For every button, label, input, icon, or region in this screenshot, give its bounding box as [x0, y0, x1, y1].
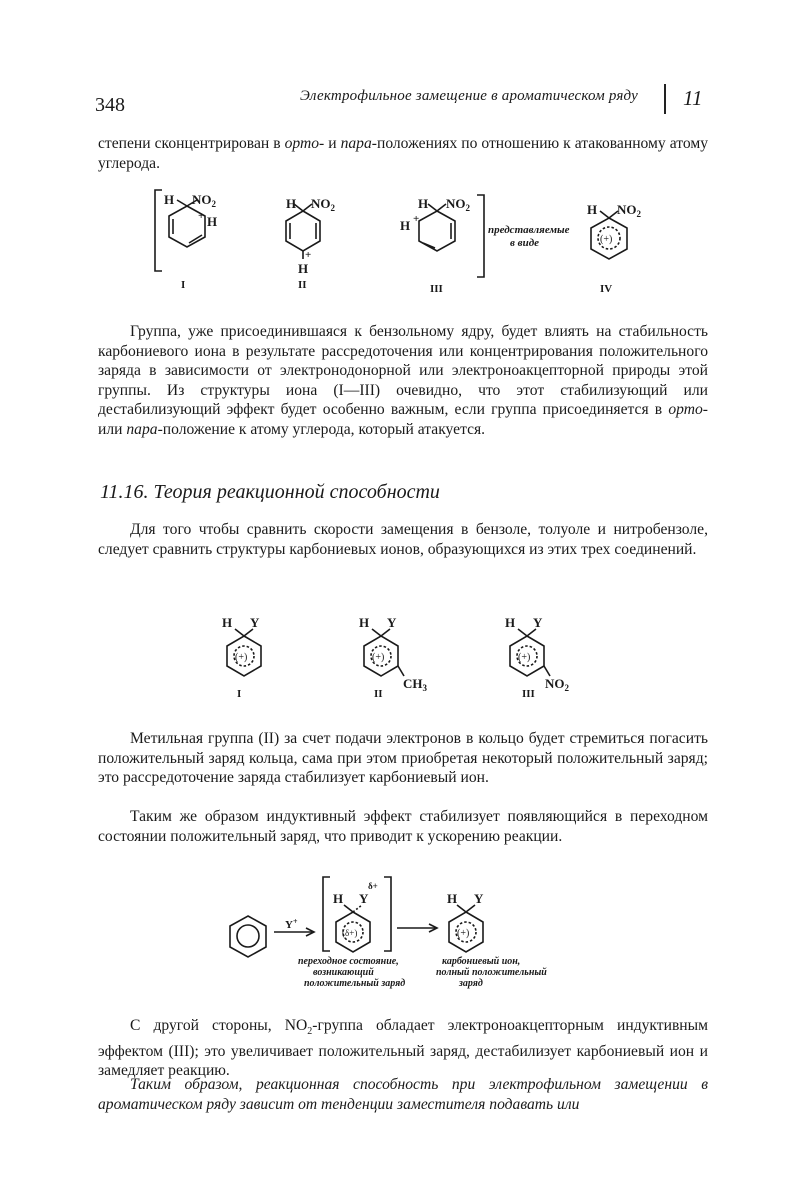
delta-plus: δ+ [368, 881, 378, 891]
atom-y: Y [533, 615, 543, 630]
atom-y: Y [474, 891, 484, 906]
charge-plus: + [198, 210, 205, 222]
atom-h: H [505, 615, 516, 630]
page-number: 348 [95, 94, 125, 116]
bracket-right [477, 195, 484, 277]
atom-h: H [418, 196, 429, 211]
in-form-label: в виде [510, 237, 540, 249]
represented-as-label: представляемые [488, 224, 570, 236]
atom-h: H [587, 202, 598, 217]
paragraph-7: Таким образом, реакционная способность при электрофильном замещении в ароматическом ряду зависит от тенденции заместителя подавать или [98, 1076, 708, 1113]
structure-label: IV [600, 283, 613, 295]
atom-y: Y [250, 615, 260, 630]
ts-caption-line: положительный заряд [304, 978, 406, 989]
bracket-right [384, 877, 391, 951]
atom-h: H [359, 615, 370, 630]
charge-plus: + [413, 213, 420, 225]
section-heading: 11.16. Теория реакционной способности [100, 481, 440, 503]
ion-caption-line: заряд [459, 978, 483, 989]
atom-no2: $NO_2$ [311, 196, 335, 213]
atom-y: Y [387, 615, 397, 630]
bracket-left [323, 877, 330, 951]
structure-label: I [181, 279, 186, 291]
ring-charge: (δ+) [342, 928, 358, 938]
ring-charge: (+) [235, 652, 248, 663]
ts-caption-line: переходное состояние, [298, 956, 399, 967]
charge-plus: + [305, 249, 312, 261]
structure-label: II [374, 688, 383, 700]
ts-caption-line: возникающий [313, 967, 374, 978]
atom-h: H [286, 196, 297, 211]
paragraph-1: степени сконцентрирован в орто- и пара-положениях по отношению к атакованному атому углерода. [98, 135, 708, 172]
atom-h: H [222, 615, 233, 630]
atom-h: H [164, 192, 175, 207]
atom-y: Y [359, 891, 369, 906]
atom-h: H [207, 214, 218, 229]
ring-II [286, 211, 320, 251]
atom-h: H [333, 891, 344, 906]
atom-no2: $NO_2$ [192, 192, 216, 209]
benzene-ring [230, 916, 266, 957]
structure-label: II [298, 279, 307, 291]
ion-caption-line: карбониевый ион, [442, 956, 521, 967]
paragraph-2: Группа, уже присоединившаяся к бензольному ядру, будет влиять на стабильность карбониевого иона в результате рассредоточения или концентрирования положительного заряда в зависимости от электронодонорной или электроноакцепторной природы этой группы. Из структуры иона (I—III) очевидно, что этот стабилизующий или дестабилизующий эффект будет особенно важным, если группа присоединяется в орто- или пара-положение к атому углерода, который атакуется. [98, 323, 708, 438]
methyl-group: $CH_3$ [403, 676, 427, 693]
running-title: Электрофильное замещение в ароматическом ряду [300, 88, 638, 104]
ring-charge: (+) [457, 928, 470, 939]
atom-h: H [298, 261, 309, 276]
chapter-number: 11 [683, 86, 703, 110]
atom-no2: $NO_2$ [617, 202, 641, 219]
structure-label: III [522, 688, 535, 700]
reagent-y: Y+ [285, 917, 298, 931]
atom-h: H [447, 891, 458, 906]
paragraph-5: Таким же образом индуктивный эффект стабилизует появляющийся в переходном состоянии положительный заряд, что приводит к ускорению реакции. [98, 808, 708, 845]
nitro-group: $NO_2$ [545, 676, 569, 693]
paragraph-4: Метильная группа (II) за счет подачи электронов в кольцо будет стремиться погасить положительный заряд кольца, сама при этом приобретая некоторый положительный заряд; это рассредоточение заряда стабилизует карбониевый ион. [98, 730, 708, 787]
ion-caption-line: полный положительный [436, 967, 547, 978]
paragraph-3: Для того чтобы сравнить скорости замещения в бензоле, толуоле и нитробензоле, следует сравнить структуры карбониевых ионов, образующихся из этих трех соединений. [98, 521, 708, 558]
structure-label: I [237, 688, 242, 700]
ring-charge: (+) [372, 652, 385, 663]
bracket-left [155, 190, 162, 271]
ring-charge: (+) [600, 234, 613, 245]
atom-h: H [400, 218, 411, 233]
ring-III [419, 211, 455, 251]
ring-charge: (+) [518, 652, 531, 663]
structure-label: III [430, 283, 443, 295]
atom-no2: $NO_2$ [446, 196, 470, 213]
paragraph-6: С другой стороны, $NO_2$-группа обладает электроноакцепторным индуктивным эффектом (III); это увеличивает положительный заряд, дестабилизует карбониевый ион и замедляет реакцию. [98, 1017, 709, 1080]
